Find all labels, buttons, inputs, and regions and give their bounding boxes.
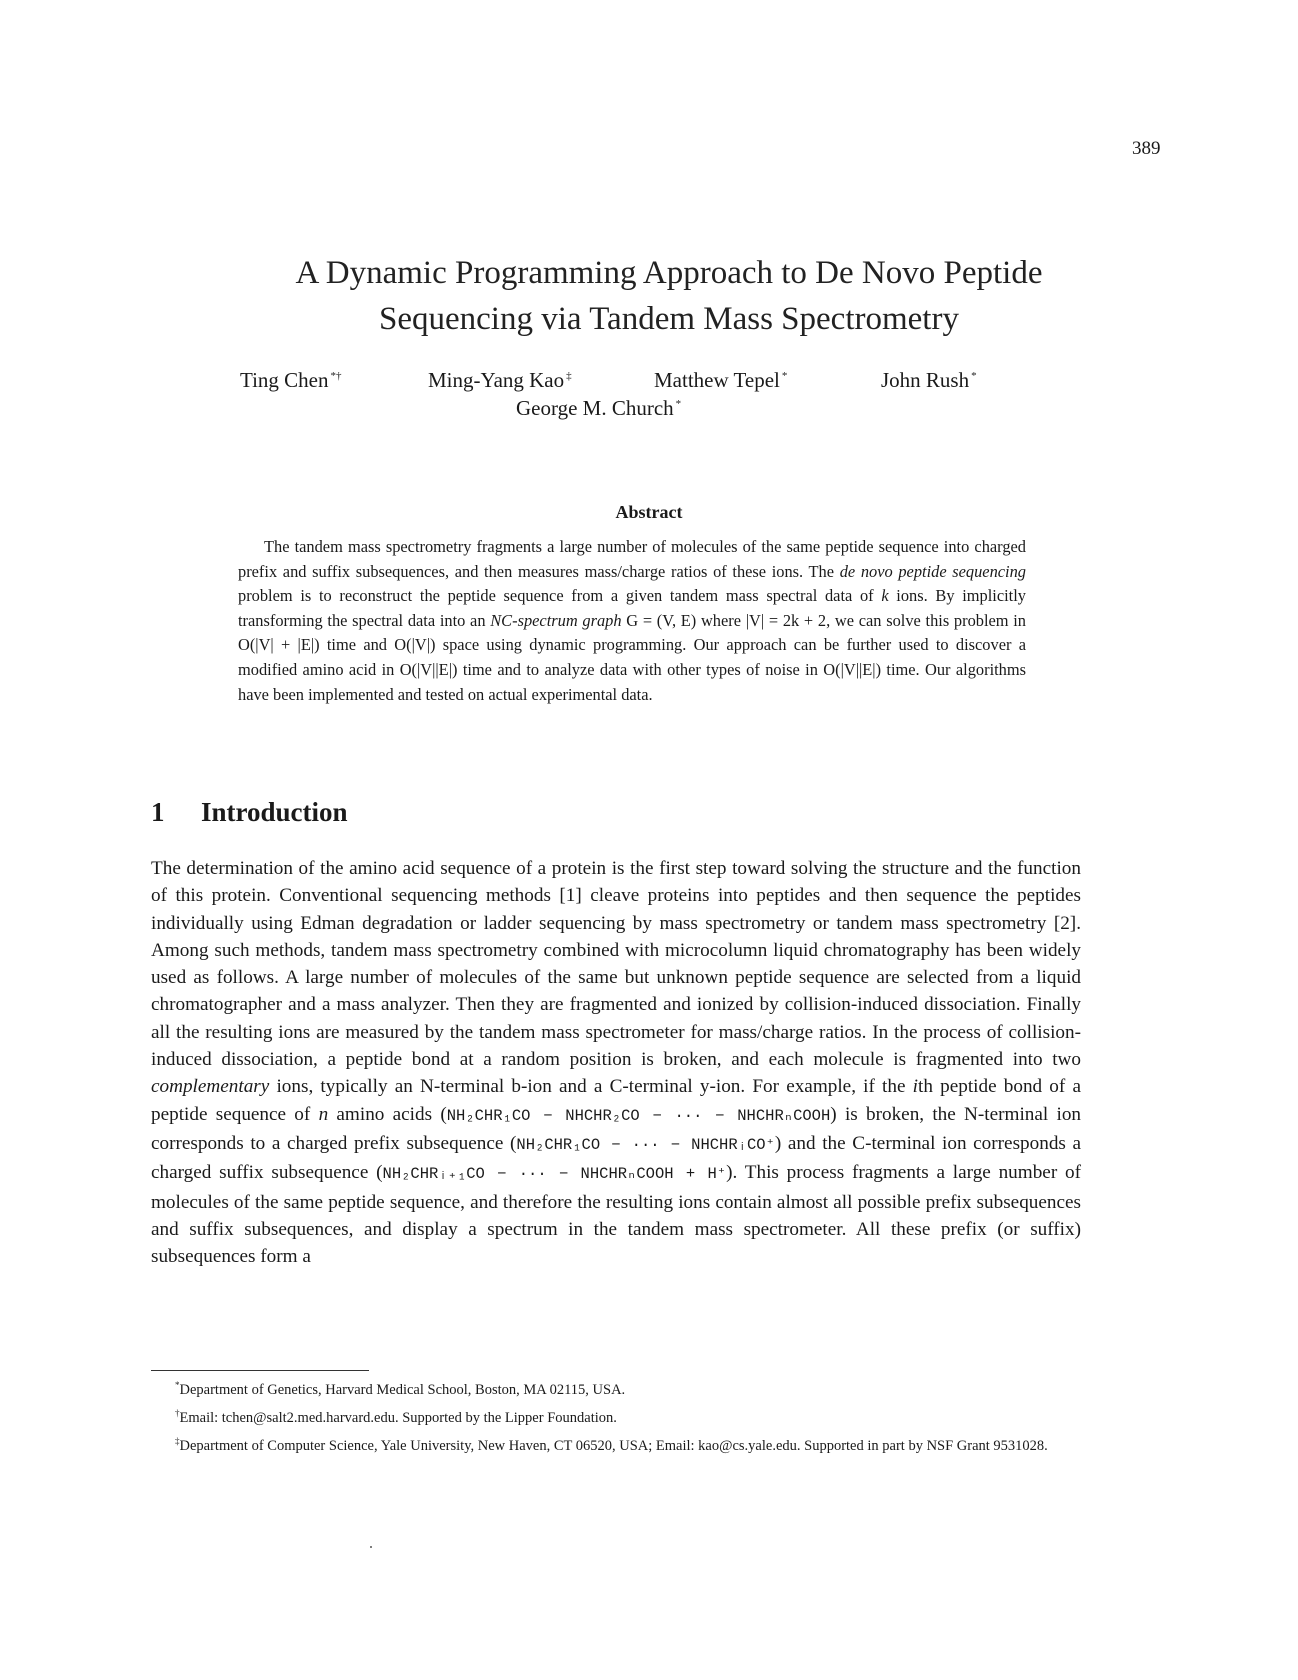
author-4: John Rush * bbox=[881, 368, 977, 392]
author-5: George M. Church * bbox=[516, 396, 682, 420]
footnote-3: ‡Department of Computer Science, Yale University, New Haven, CT 06520, USA; Email: kao@cs.yale.edu. Supported in part by NSF Grant 9531028. bbox=[175, 1436, 1048, 1454]
author-list bbox=[0, 368, 1298, 424]
introduction-paragraph: The determination of the amino acid sequence of a protein is the first step toward solving the structure and the function of this protein. Conventional sequencing methods [1] cleave proteins into peptides and then sequence the peptides individually using Edman degradation or ladder sequencing by mass spectrometry or tandem mass spectrometry [2]. Among such methods, tandem mass spectrometry combined with microcolumn liquid chromatography has been widely used as follows. A large number of molecules of the same but unknown peptide sequence are selected from a liquid chromatographer and a mass analyzer. Then they are fragmented and ionized by collision-induced dissociation. Finally all the resulting ions are measured by the tandem mass spectrometer for mass/charge ratios. In the process of collision-induced dissociation, a peptide bond at a random position is broken, and each molecule is fragmented into two complementary ions, typically an N-terminal b-ion and a C-terminal y-ion. For example, if the ith peptide bond of a peptide sequence of n amino acids (NH₂CHR₁CO − NHCHR₂CO − ··· − NHCHRₙCOOH) is broken, the N-terminal ion corresponds to a charged prefix subsequence (NH₂CHR₁CO − ··· − NHCHRᵢCO⁺) and the C-terminal ion corresponds a charged suffix subsequence (NH₂CHRᵢ₊₁CO − ··· − NHCHRₙCOOH + H⁺). This process fragments a large number of molecules of the same peptide sequence, and therefore the resulting ions contain almost all possible prefix subsequences and suffix subsequences, and display a spectrum in the tandem mass spectrometer. All these prefix (or suffix) subsequences form a bbox=[151, 858, 1082, 1268]
author-2: Ming-Yang Kao ‡ bbox=[428, 368, 572, 392]
footnote-1: *Department of Genetics, Harvard Medical School, Boston, MA 02115, USA. bbox=[175, 1380, 626, 1398]
scan-speck bbox=[370, 1546, 372, 1548]
footnote-2: †Email: tchen@salt2.med.harvard.edu. Supported by the Lipper Foundation. bbox=[175, 1408, 617, 1426]
footnote-divider bbox=[151, 1370, 369, 1371]
author-1: Ting Chen *† bbox=[240, 368, 342, 392]
formula-suffix: NH₂CHRᵢ₊₁CO − ··· − NHCHRₙCOOH + H⁺ bbox=[382, 1165, 727, 1184]
abstract-text: The tandem mass spectrometry fragments a large number of molecules of the same peptide sequence into charged prefix and suffix subsequences, and then measures mass/charge ratios of these ions. The de novo peptide sequencing problem is to reconstruct the peptide sequence from a given tandem mass spectral data of k ions. By implicitly transforming the spectral data into an NC-spectrum graph G = (V, E) where |V| = 2k + 2, we can solve this problem in O(|V| + |E|) time and O(|V|) space using dynamic programming. Our approach can be further used to discover a modified amino acid in O(|V||E|) time and to analyze data with other types of noise in O(|V||E|) time. Our algorithms have been implemented and tested on actual experimental data. bbox=[238, 537, 1027, 704]
abstract-heading: Abstract bbox=[615, 502, 683, 522]
title-line-1: A Dynamic Programming Approach to De Novo Peptide bbox=[295, 255, 1043, 291]
formula-prefix: NH₂CHR₁CO − ··· − NHCHRᵢCO⁺ bbox=[516, 1135, 775, 1154]
section-heading: 1 Introduction bbox=[151, 797, 348, 827]
page-number: 389 bbox=[1132, 138, 1161, 159]
author-3: Matthew Tepel * bbox=[654, 368, 788, 392]
title-line-2: Sequencing via Tandem Mass Spectrometry bbox=[379, 301, 959, 337]
formula-full-peptide: NH₂CHR₁CO − NHCHR₂CO − ··· − NHCHRₙCOOH bbox=[446, 1106, 831, 1125]
footnotes bbox=[151, 1374, 1081, 1458]
paper-title bbox=[0, 250, 1298, 342]
